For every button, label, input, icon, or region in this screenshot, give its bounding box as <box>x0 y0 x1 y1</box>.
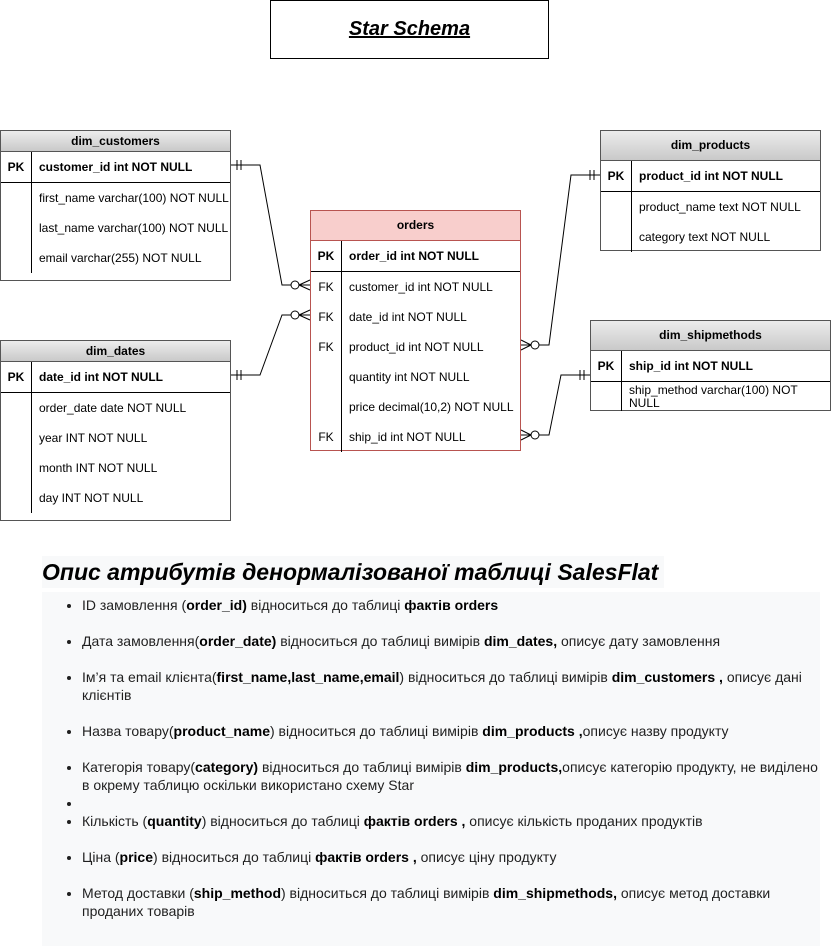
field-row: email varchar(255) NOT NULL <box>39 251 202 265</box>
pk-label: PK <box>1 152 32 182</box>
pk-label: PK <box>311 241 342 271</box>
fk-label: FK <box>318 340 334 354</box>
field-row: product_name text NOT NULL <box>639 200 801 214</box>
description-item: • Категорія товару(category) відноситься до таблиці вимірів dim_products,описує категорію продукту, не виділено в окрему таблицю оскільки використано схему Star <box>82 758 820 794</box>
fk-label: FK <box>318 310 334 324</box>
rel-orders-products <box>521 175 600 345</box>
rel-orders-shipmethods <box>521 375 590 435</box>
pk-row <box>1 362 230 393</box>
description-item: • Метод доставки (ship_method) відноситься до таблиці вимірів dim_shipmethods, описує метод доставки проданих товарів <box>82 884 820 920</box>
diagram-title: Star Schema <box>348 18 471 40</box>
field-row: customer_id int NOT NULL <box>349 280 493 294</box>
description-item: • ID замовлення (order_id) відноситься до таблиці фактів orders <box>82 596 820 614</box>
table-header: dim_customers <box>1 131 230 152</box>
table-orders <box>310 210 521 451</box>
field-row: ship_id int NOT NULL <box>349 430 466 444</box>
description-item: • Дата замовлення(order_date) відноситься до таблиці вимірів dim_dates, описує дату замовлення <box>82 632 820 650</box>
pk-label: PK <box>601 161 632 191</box>
field-row: date_id int NOT NULL <box>349 310 467 324</box>
table-dim-products <box>600 130 821 251</box>
pk-label: PK <box>1 362 32 392</box>
field-row: ship_method varchar(100) NOT NULL <box>629 383 798 410</box>
field-row: order_date date NOT NULL <box>39 401 187 415</box>
description-item: • Кількість (quantity) відноситься до таблиці фактів orders , описує кількість проданих продуктів <box>82 812 820 830</box>
pk-field: ship_id int NOT NULL <box>629 359 753 373</box>
field-row: category text NOT NULL <box>639 230 771 244</box>
field-row: day INT NOT NULL <box>39 491 144 505</box>
fk-label: FK <box>318 430 334 444</box>
description-list <box>42 592 820 946</box>
pk-field: order_id int NOT NULL <box>349 249 479 263</box>
description-item: • Ім’я та email клієнта(first_name,last_name,email) відноситься до таблиці вимірів dim_customers , описує дані клієнтів <box>82 668 820 704</box>
table-dim-customers <box>0 130 231 281</box>
description-heading: Опис атрибутів денормалізованої таблиці SalesFlat <box>42 556 664 588</box>
pk-field: product_id int NOT NULL <box>639 169 783 183</box>
field-row: product_id int NOT NULL <box>349 340 484 354</box>
field-row: year INT NOT NULL <box>39 431 148 445</box>
description-item <box>82 794 820 812</box>
pk-field: customer_id int NOT NULL <box>39 160 193 174</box>
pk-row <box>311 241 520 272</box>
table-dim-dates <box>0 340 231 521</box>
attributes-description <box>42 556 820 946</box>
rel-customers-orders <box>231 165 310 285</box>
table-dim-shipmethods <box>590 320 831 411</box>
description-item: • Ціна (price) відноситься до таблиці фактів orders , описує ціну продукту <box>82 848 820 866</box>
pk-label: PK <box>591 351 622 381</box>
pk-row <box>601 161 820 192</box>
field-row: first_name varchar(100) NOT NULL <box>39 191 229 205</box>
table-header: dim_dates <box>1 341 230 362</box>
field-row: quantity int NOT NULL <box>349 370 470 384</box>
fk-label <box>311 392 341 422</box>
table-header: dim_products <box>601 131 820 161</box>
table-header: orders <box>311 211 520 241</box>
description-item: • Назва товару(product_name) відноситься до таблиці вимірів dim_products ,описує назву продукту <box>82 722 820 740</box>
table-header: dim_shipmethods <box>591 321 830 351</box>
field-row: month INT NOT NULL <box>39 461 158 475</box>
pk-row <box>591 351 830 382</box>
fk-label: FK <box>318 280 334 294</box>
rel-dates-orders <box>231 315 310 375</box>
pk-field: date_id int NOT NULL <box>39 370 163 384</box>
field-row: last_name varchar(100) NOT NULL <box>39 221 229 235</box>
field-row: price decimal(10,2) NOT NULL <box>349 400 514 414</box>
fk-label <box>311 362 341 392</box>
pk-row <box>1 152 230 183</box>
